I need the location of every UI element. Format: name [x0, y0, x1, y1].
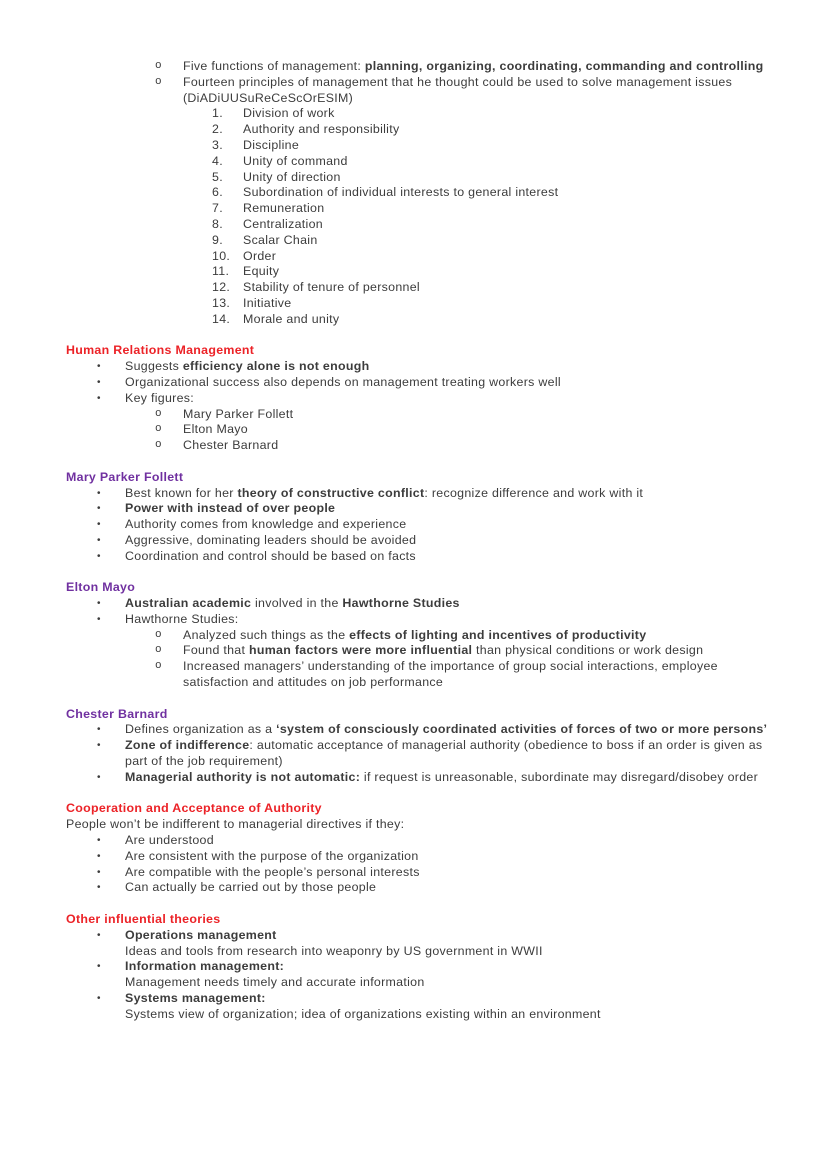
text-content — [243, 264, 772, 280]
text-content — [125, 738, 772, 770]
text-run: : automatic acceptance of managerial authority (obedience to boss if an order is given as part of the job requirement) — [125, 738, 763, 769]
text-run: Centralization — [243, 216, 323, 231]
text-content — [243, 233, 772, 249]
text-content — [125, 880, 772, 896]
paragraph — [0, 817, 772, 833]
text-run: Ideas and tools from research into weaponry by US government in WWII — [125, 943, 543, 958]
section-heading: Cooperation and Acceptance of Authority — [66, 801, 322, 816]
list-item — [0, 296, 772, 312]
list-item — [0, 391, 772, 407]
bullet-marker: • — [97, 376, 101, 388]
text-content — [243, 106, 772, 122]
bullet-marker: • — [97, 740, 101, 752]
text-run: Key figures: — [125, 390, 195, 405]
text-content — [183, 59, 772, 75]
bullet-marker: • — [97, 771, 101, 783]
number-marker: 10. — [212, 248, 231, 263]
bullet-marker: • — [97, 519, 101, 531]
text-content — [125, 612, 772, 628]
list-item — [0, 549, 772, 565]
list-item — [0, 880, 772, 896]
list-item — [0, 833, 772, 849]
text-content — [125, 549, 772, 565]
text-run: Management needs timely and accurate information — [125, 975, 425, 990]
list-item — [0, 738, 772, 770]
text-run: Authority comes from knowledge and experience — [125, 517, 407, 532]
section-heading: Elton Mayo — [66, 580, 136, 595]
text-content — [183, 422, 772, 438]
text-run: Found that — [183, 643, 249, 658]
text-run: Are understood — [125, 833, 214, 848]
text-run: Mary Parker Follett — [183, 406, 294, 421]
text-run: Fourteen principles of management that he thought could be used to solve management issues (DiADiUUSuReCeScOrESIM) — [183, 74, 733, 105]
text-content — [125, 959, 772, 975]
circle-marker: o — [155, 423, 162, 436]
text-content — [183, 659, 772, 691]
bullet-marker: • — [97, 866, 101, 878]
text-content — [125, 533, 772, 549]
text-content — [183, 438, 772, 454]
list-item — [0, 612, 772, 628]
list-item — [0, 865, 772, 881]
bold-text: Australian academic — [125, 596, 252, 611]
list-item — [0, 422, 772, 438]
bold-text: Information management: — [125, 959, 285, 974]
bold-text: effects of lighting and incentives of productivity — [349, 627, 647, 642]
circle-marker: o — [155, 644, 162, 657]
text-run: Unity of command — [243, 153, 348, 168]
section-heading: Human Relations Management — [66, 343, 255, 358]
list-item — [0, 185, 772, 201]
text-run: Equity — [243, 264, 280, 279]
list-item — [0, 959, 772, 975]
list-item — [0, 280, 772, 296]
number-marker: 8. — [212, 216, 223, 231]
list-item — [0, 75, 772, 107]
section-heading: Chester Barnard — [66, 706, 168, 721]
list-item — [0, 138, 772, 154]
list-item — [0, 659, 772, 691]
text-run: Morale and unity — [243, 311, 340, 326]
list-item — [0, 533, 772, 549]
text-run: than physical conditions or work design — [472, 643, 704, 658]
list-item — [0, 264, 772, 280]
bullet-marker: • — [97, 929, 101, 941]
text-content — [125, 486, 772, 502]
text-content — [125, 375, 772, 391]
bold-text: Managerial authority is not automatic: — [125, 769, 361, 784]
bullet-marker: • — [97, 534, 101, 546]
text-content — [243, 138, 772, 154]
text-content — [66, 817, 772, 833]
text-run: Authority and responsibility — [243, 122, 400, 137]
bullet-marker: • — [97, 487, 101, 499]
list-item — [0, 722, 772, 738]
list-item — [0, 201, 772, 217]
text-run: Subordination of individual interests to general interest — [243, 185, 559, 200]
list-item — [0, 407, 772, 423]
number-marker: 7. — [212, 201, 223, 216]
text-content — [243, 280, 772, 296]
list-item — [0, 1007, 772, 1023]
text-content — [125, 722, 772, 738]
bullet-marker: • — [97, 613, 101, 625]
circle-marker: o — [155, 439, 162, 452]
text-run: Defines organization as a — [125, 722, 277, 737]
text-run: Remuneration — [243, 201, 325, 216]
bold-text: Operations management — [125, 927, 277, 942]
list-item — [0, 106, 772, 122]
number-marker: 5. — [212, 169, 223, 184]
list-item — [0, 438, 772, 454]
text-content — [125, 991, 772, 1007]
text-run: Best known for her — [125, 485, 238, 500]
text-run: Unity of direction — [243, 169, 341, 184]
text-run: Hawthorne Studies: — [125, 611, 239, 626]
number-marker: 2. — [212, 122, 223, 137]
section-heading: Mary Parker Follett — [66, 469, 184, 484]
text-content — [243, 312, 772, 328]
text-run: Are consistent with the purpose of the organization — [125, 848, 419, 863]
list-item — [0, 501, 772, 517]
number-marker: 3. — [212, 137, 223, 152]
list-item — [0, 359, 772, 375]
list-item — [0, 643, 772, 659]
bullet-marker: • — [97, 392, 101, 404]
text-run: Analyzed such things as the — [183, 627, 350, 642]
bullet-marker: • — [97, 550, 101, 562]
list-item — [0, 628, 772, 644]
number-marker: 11. — [212, 264, 230, 279]
list-item — [0, 596, 772, 612]
list-item — [0, 975, 772, 991]
bullet-marker: • — [97, 850, 101, 862]
number-marker: 13. — [212, 295, 231, 310]
text-run: : recognize difference and work with it — [424, 485, 644, 500]
text-run: Aggressive, dominating leaders should be avoided — [125, 532, 417, 547]
text-content — [125, 1007, 772, 1023]
text-run: Coordination and control should be based on facts — [125, 548, 416, 563]
text-run: Chester Barnard — [183, 438, 279, 453]
bold-text: planning, organizing, coordinating, commanding and controlling — [364, 59, 764, 73]
text-content — [125, 391, 772, 407]
number-marker: 4. — [212, 153, 223, 168]
text-run: Five functions of management: — [183, 59, 365, 73]
circle-marker: o — [155, 75, 162, 88]
number-marker: 1. — [212, 106, 223, 121]
bold-text: Systems management: — [125, 991, 266, 1006]
number-marker: 14. — [212, 311, 231, 326]
text-content — [125, 501, 772, 517]
list-item — [0, 486, 772, 502]
bold-text: Power with instead of over people — [125, 501, 336, 516]
bullet-marker: • — [97, 835, 101, 847]
text-run: People won’t be indifferent to managerial directives if they: — [66, 817, 405, 832]
bold-text: ‘system of consciously coordinated activities of forces of two or more persons’ — [276, 722, 768, 737]
text-content — [183, 407, 772, 423]
text-run: involved in the — [251, 596, 343, 611]
text-content — [125, 833, 772, 849]
list-item — [0, 312, 772, 328]
text-run: Can actually be carried out by those people — [125, 880, 377, 895]
text-content — [125, 770, 772, 786]
bold-text: human factors were more influential — [249, 643, 473, 658]
text-content — [183, 628, 772, 644]
list-item — [0, 233, 772, 249]
bold-text: efficiency alone is not enough — [182, 359, 370, 374]
text-content — [243, 296, 772, 312]
text-content — [125, 928, 772, 944]
bullet-marker: • — [97, 882, 101, 894]
list-item — [0, 217, 772, 233]
list-item — [0, 849, 772, 865]
list-item — [0, 770, 772, 786]
text-content — [243, 201, 772, 217]
text-run: Elton Mayo — [183, 422, 248, 437]
circle-marker: o — [155, 407, 162, 420]
text-content — [243, 170, 772, 186]
text-content — [243, 154, 772, 170]
text-content — [125, 596, 772, 612]
bullet-marker: • — [97, 361, 101, 373]
circle-marker: o — [155, 628, 162, 641]
circle-marker: o — [155, 660, 162, 673]
list-item — [0, 928, 772, 944]
text-run: Suggests — [125, 359, 183, 374]
text-content — [125, 865, 772, 881]
bullet-marker: • — [97, 503, 101, 515]
text-run: Increased managers’ understanding of the importance of group social interactions, employee satisfaction and attitudes on job performance — [183, 659, 718, 690]
text-run: Discipline — [243, 137, 300, 152]
text-run: Are compatible with the people’s personal interests — [125, 864, 420, 879]
bullet-marker: • — [97, 724, 101, 736]
text-content — [243, 185, 772, 201]
list-item — [0, 944, 772, 960]
text-run: if request is unreasonable, subordinate may disregard/disobey order — [360, 769, 758, 784]
list-item — [0, 170, 772, 186]
text-content — [125, 944, 772, 960]
number-marker: 6. — [212, 185, 223, 200]
text-run: Division of work — [243, 106, 335, 121]
list-item — [0, 375, 772, 391]
bold-text: Zone of indifference — [125, 738, 250, 753]
bullet-marker: • — [97, 961, 101, 973]
list-item — [0, 122, 772, 138]
number-marker: 12. — [212, 280, 231, 295]
bold-text: theory of constructive conflict — [237, 485, 425, 500]
bullet-marker: • — [97, 993, 101, 1005]
text-run: Stability of tenure of personnel — [243, 280, 420, 295]
text-content — [243, 122, 772, 138]
bold-text: Hawthorne Studies — [342, 596, 460, 611]
text-content — [243, 249, 772, 265]
list-item — [0, 517, 772, 533]
circle-marker: o — [155, 60, 162, 72]
list-item — [0, 249, 772, 265]
list-item — [0, 59, 772, 75]
text-run: Organizational success also depends on management treating workers well — [125, 374, 561, 389]
text-content — [125, 517, 772, 533]
text-content — [243, 217, 772, 233]
text-content — [125, 975, 772, 991]
text-run: Initiative — [243, 295, 292, 310]
text-run: Order — [243, 248, 277, 263]
list-item — [0, 154, 772, 170]
section-heading: Other influential theories — [66, 912, 221, 927]
text-content — [125, 849, 772, 865]
number-marker: 9. — [212, 232, 223, 247]
text-content — [183, 643, 772, 659]
bullet-marker: • — [97, 598, 101, 610]
text-run: Systems view of organization; idea of organizations existing within an environment — [125, 1006, 601, 1021]
list-item — [0, 991, 772, 1007]
text-run: Scalar Chain — [243, 232, 318, 247]
text-content — [183, 75, 772, 107]
text-content — [125, 359, 772, 375]
